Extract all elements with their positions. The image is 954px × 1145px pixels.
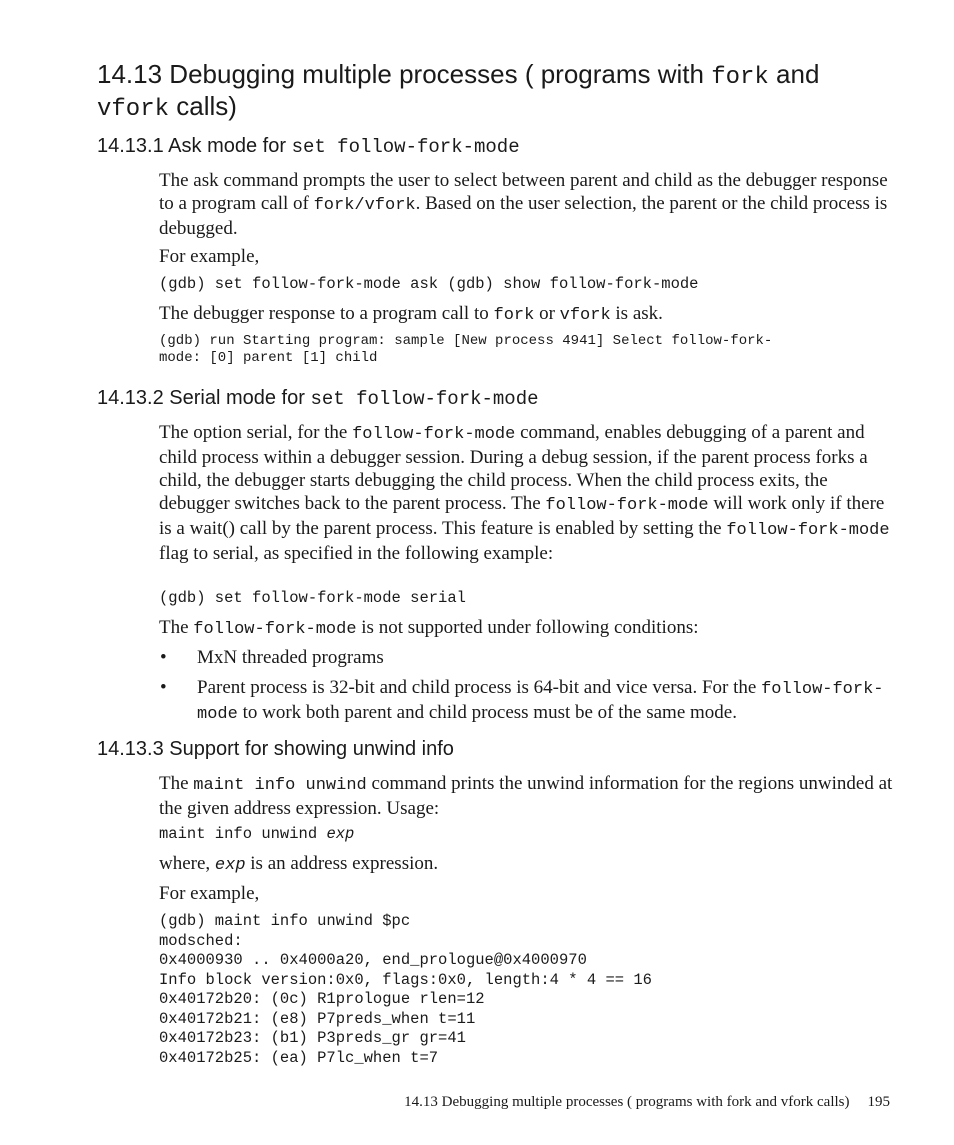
- heading-text: 14.13.1 Ask mode for: [97, 135, 292, 157]
- inline-code: follow-fork-mode: [352, 425, 516, 444]
- bullet-icon: •: [160, 677, 167, 698]
- code-block: (gdb) set follow-fork-mode ask (gdb) show follow-fork-mode: [159, 275, 699, 293]
- text: The debugger response to a program call to: [159, 303, 494, 324]
- text: command prints the unwind information for the regions unwinded at the given address expression. Usage:: [159, 773, 893, 819]
- paragraph: [159, 421, 894, 565]
- text: is ask.: [610, 303, 663, 324]
- list-item: [159, 646, 894, 669]
- title-text: 14.13 Debugging multiple processes ( programs with: [97, 59, 712, 89]
- text: to work both parent and child process must be of the same mode.: [237, 702, 737, 723]
- text: where,: [159, 853, 215, 874]
- paragraph: For example,: [159, 883, 260, 904]
- paragraph: For example,: [159, 246, 260, 267]
- heading-code: set follow-fork-mode: [310, 388, 539, 410]
- text: is an address expression.: [245, 853, 439, 874]
- inline-code: fork: [493, 306, 535, 325]
- bullet-list: [159, 646, 894, 733]
- page-number: 195: [867, 1094, 890, 1110]
- inline-code: maint info unwind: [193, 776, 367, 795]
- text: is not supported under following conditions:: [356, 617, 699, 638]
- paragraph: [159, 616, 894, 641]
- inline-code: follow-fork-mode: [193, 620, 357, 639]
- text: The ask command prompts the user to select between parent and child as the debugger response to a program call of: [159, 170, 888, 214]
- code-block: (gdb) run Starting program: sample [New process 4941] Select follow-fork- mode: [0] parent [1] child: [159, 333, 773, 366]
- text: . Based on the user selection, the parent or the child process is debugged.: [159, 193, 888, 239]
- inline-code: follow-fork-mode: [545, 496, 709, 515]
- text: The: [159, 773, 194, 794]
- text: command, enables debugging of a parent and child process within a debugger session. During a debug session, if the parent process forks a child, the debugger starts debugging the child process. When the child process exits, the debugger switches back to the parent process. The: [159, 422, 868, 514]
- text: Parent process is 32-bit and child process is 64-bit and vice versa. For the: [197, 677, 762, 698]
- usage-command: maint info unwind: [159, 825, 327, 843]
- code-block: (gdb) maint info unwind $pc modsched: 0x4000930 .. 0x4000a20, end_prologue@0x4000970 Info block version:0x0, flags:0x0, length:4 * 4 == 16 0x40172b20: (0c) R1prologue rlen=12 0x40172b21: (e8) P7preds_when t=11 0x40172b23: (b1) P3preds_gr gr=41 0x40172b25: (ea) P7lc_when t=7: [159, 912, 652, 1067]
- paragraph: [159, 852, 894, 877]
- footer-text: 14.13 Debugging multiple processes ( programs with fork and vfork calls): [404, 1094, 850, 1110]
- section-heading-serial-mode: [97, 386, 539, 411]
- section-heading-unwind-info: 14.13.3 Support for showing unwind info: [97, 738, 454, 760]
- heading-code: set follow-fork-mode: [291, 136, 520, 158]
- inline-code: vfork: [559, 306, 611, 325]
- paragraph: [159, 772, 894, 820]
- title-code-vfork: vfork: [97, 96, 170, 123]
- title-text: calls): [169, 91, 237, 121]
- text: or: [534, 303, 560, 324]
- usage-code: [159, 825, 894, 845]
- section-heading-ask-mode: [97, 134, 520, 159]
- code-block: (gdb) set follow-fork-mode serial: [159, 589, 466, 607]
- text: The: [159, 617, 194, 638]
- inline-code: follow-fork-mode: [197, 680, 884, 724]
- heading-text: 14.13.2 Serial mode for: [97, 387, 311, 409]
- page-title: [97, 60, 897, 124]
- list-item: [159, 676, 894, 726]
- text: The option serial, for the: [159, 422, 353, 443]
- inline-code: fork/vfork: [313, 196, 416, 215]
- title-text: and: [768, 59, 820, 89]
- inline-code: follow-fork-mode: [726, 521, 890, 540]
- page-footer: [404, 1093, 890, 1111]
- usage-argument: exp: [326, 825, 355, 843]
- inline-code: exp: [214, 856, 246, 875]
- text: flag to serial, as specified in the following example:: [159, 543, 554, 564]
- text: MxN threaded programs: [197, 647, 384, 668]
- title-code-fork: fork: [711, 64, 769, 91]
- paragraph: [159, 169, 894, 240]
- bullet-icon: •: [160, 647, 167, 668]
- text: will work only if there is a wait() call by the parent process. This feature is enabled by setting the: [159, 493, 885, 539]
- paragraph: [159, 302, 894, 327]
